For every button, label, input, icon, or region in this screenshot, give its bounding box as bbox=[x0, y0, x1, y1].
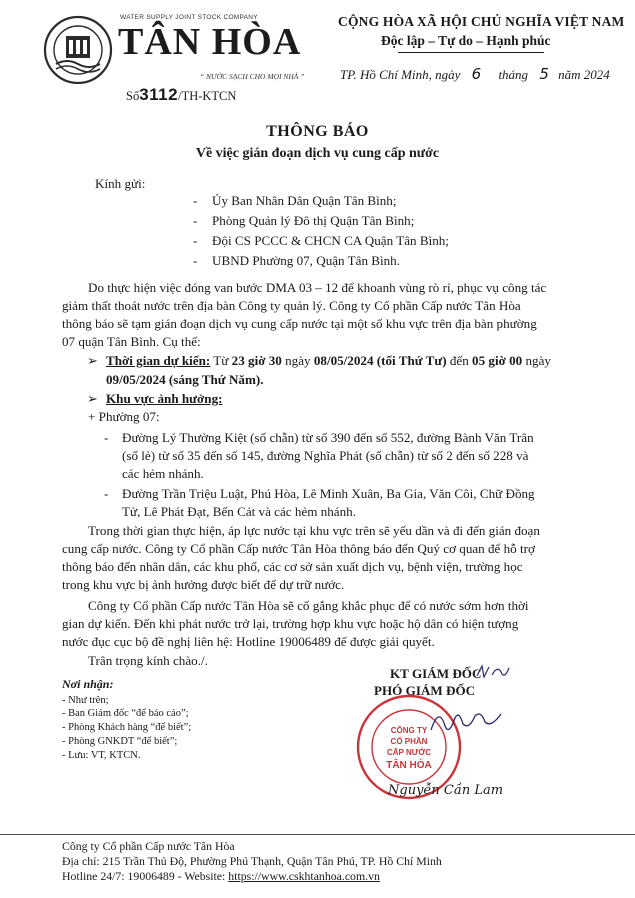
list-dash: - bbox=[104, 430, 109, 445]
logo-name: TÂN HÒA bbox=[118, 21, 302, 63]
signer-name: Nguyễn Cần Lam bbox=[388, 783, 504, 798]
footer-divider bbox=[0, 834, 635, 835]
area-label: Khu vực ảnh hưởng: bbox=[106, 391, 223, 406]
document-number: Số3112/TH-KTCN bbox=[126, 85, 237, 104]
recipient-item: Ủy Ban Nhân Dân Quận Tân Bình; bbox=[212, 193, 397, 208]
place-date: TP. Hồ Chí Minh, ngày 6 tháng 5 năm 2024 bbox=[340, 65, 610, 83]
logo-top-text: WATER SUPPLY JOINT STOCK COMPANY bbox=[120, 14, 258, 21]
receivers-label: Nơi nhận: bbox=[62, 677, 114, 691]
arrow-bullet-icon: ➢ bbox=[87, 391, 98, 406]
arrow-bullet-icon: ➢ bbox=[87, 353, 98, 368]
receiver-item: - Như trên; bbox=[62, 695, 109, 706]
document-subtitle: Về việc gián đoạn dịch vụ cung cấp nước bbox=[195, 146, 440, 161]
motto-underline bbox=[398, 52, 544, 53]
document-title: THÔNG BÁO bbox=[266, 123, 369, 140]
receiver-item: - Phòng GNKDT “để biết”; bbox=[62, 736, 178, 747]
svg-text:TÂN HÒA: TÂN HÒA bbox=[386, 760, 432, 771]
body-line: nước đục cục bộ đề nghị liên hệ: Hotline 19006489 để được giải quyết. bbox=[62, 634, 435, 649]
list-dash: - bbox=[193, 233, 198, 248]
time-line-2: 09/05/2024 (sáng Thứ Năm). bbox=[106, 372, 264, 387]
body-line: trong khu vực bị ảnh hưởng được biết để dự trữ nước. bbox=[62, 577, 345, 592]
nation-heading: CỘNG HÒA XÃ HỘI CHỦ NGHĨA VIỆT NAM bbox=[338, 14, 625, 29]
footer-company: Công ty Cổ phần Cấp nước Tân Hòa bbox=[62, 839, 235, 853]
receiver-item: - Phòng Khách hàng “để biết”; bbox=[62, 722, 192, 733]
area-item-line: các hẻm nhánh. bbox=[122, 466, 204, 481]
body-line: Do thực hiện việc đóng van bước DMA 03 – 12 để khoanh vùng rò rỉ, phục vụ công tác bbox=[88, 280, 547, 295]
body-line: thông báo đến nhân dân, các khu phố, các cơ sở sản xuất dịch vụ, bệnh viện, trường học bbox=[62, 559, 523, 574]
sign-title: KT GIÁM ĐỐC bbox=[390, 666, 482, 681]
ward-label: + Phường 07: bbox=[88, 409, 160, 424]
area-item-line: Đường Lý Thường Kiệt (số chẵn) từ số 390 đến số 552, đường Bành Văn Trân bbox=[122, 430, 534, 445]
body-line: gian dự kiến. Đến khi phát nước trở lại, trường hợp khu vực hoặc hộ dân có hiện tượng bbox=[62, 616, 519, 631]
body-line: giảm thất thoát nước trên địa bàn Công ty quản lý. Công ty Cổ phần Cấp nước Tân Hòa bbox=[62, 298, 521, 313]
sign-subtitle: PHÓ GIÁM ĐỐC bbox=[374, 683, 476, 698]
list-dash: - bbox=[193, 193, 198, 208]
logo-slogan: “ NƯỚC SẠCH CHO MỌI NHÀ ” bbox=[200, 72, 305, 81]
list-dash: - bbox=[193, 253, 198, 268]
footer-contact: Hotline 24/7: 19006489 - Website: https://www.cskhtanhoa.com.vn bbox=[62, 869, 380, 883]
list-dash: - bbox=[104, 486, 109, 501]
recipient-item: Phòng Quản lý Đô thị Quận Tân Bình; bbox=[212, 213, 415, 228]
time-line: Thời gian dự kiến: Từ 23 giờ 30 ngày 08/05/2024 (tối Thứ Tư) đến 05 giờ 00 ngày bbox=[106, 353, 551, 368]
website-link[interactable]: https://www.cskhtanhoa.com.vn bbox=[228, 869, 380, 883]
area-item-line: (số lẻ) từ số 35 đến số 145, đường Nghĩa Phát (số chẵn) từ số 2 đến số 228 và bbox=[122, 448, 529, 463]
handwritten-signature bbox=[425, 700, 505, 740]
body-line: Trong thời gian thực hiện, áp lực nước tại khu vực trên sẽ yếu dần và đi đến gián đoạn bbox=[88, 523, 540, 538]
footer-address: Địa chỉ: 215 Trần Thủ Độ, Phường Phú Thạnh, Quận Tân Phú, TP. Hồ Chí Minh bbox=[62, 854, 442, 868]
body-line: Công ty Cổ phần Cấp nước Tân Hòa sẽ cố gắng khắc phục để có nước sớm hơn thời bbox=[88, 598, 529, 613]
body-line: 07 quận Tân Bình. Cụ thể: bbox=[62, 334, 201, 349]
body-line: thông báo sẽ tạm gián đoạn dịch vụ cung cấp nước tại một số khu vực trên địa bàn phường bbox=[62, 316, 537, 331]
receiver-item: - Lưu: VT, KTCN. bbox=[62, 750, 141, 761]
svg-text:CÔNG TY: CÔNG TY bbox=[390, 726, 428, 735]
recipient-item: UBND Phường 07, Quận Tân Bình. bbox=[212, 253, 400, 268]
handwritten-initials bbox=[474, 662, 512, 682]
recipients-label: Kính gửi: bbox=[95, 176, 146, 191]
area-item-line: Tử, Lê Phát Đạt, Bến Cát và các hẻm nhánh. bbox=[122, 504, 356, 519]
body-line: cung cấp nước. Công ty Cổ phần Cấp nước Tân Hòa thông báo đến Quý cơ quan để hỗ trợ bbox=[62, 541, 535, 556]
closing-line: Trân trọng kính chào./. bbox=[88, 653, 208, 668]
motto: Độc lập – Tự do – Hạnh phúc bbox=[381, 33, 551, 48]
list-dash: - bbox=[193, 213, 198, 228]
svg-text:CỔ PHẦN: CỔ PHẦN bbox=[390, 737, 428, 746]
receiver-item: - Ban Giám đốc “để báo cáo”; bbox=[62, 708, 189, 719]
recipient-item: Đội CS PCCC & CHCN CA Quận Tân Bình; bbox=[212, 233, 449, 248]
area-item-line: Đường Trần Triệu Luật, Phú Hòa, Lê Minh Xuân, Ba Gia, Văn Côi, Chữ Đồng bbox=[122, 486, 535, 501]
svg-text:CẤP NƯỚC: CẤP NƯỚC bbox=[387, 748, 431, 757]
